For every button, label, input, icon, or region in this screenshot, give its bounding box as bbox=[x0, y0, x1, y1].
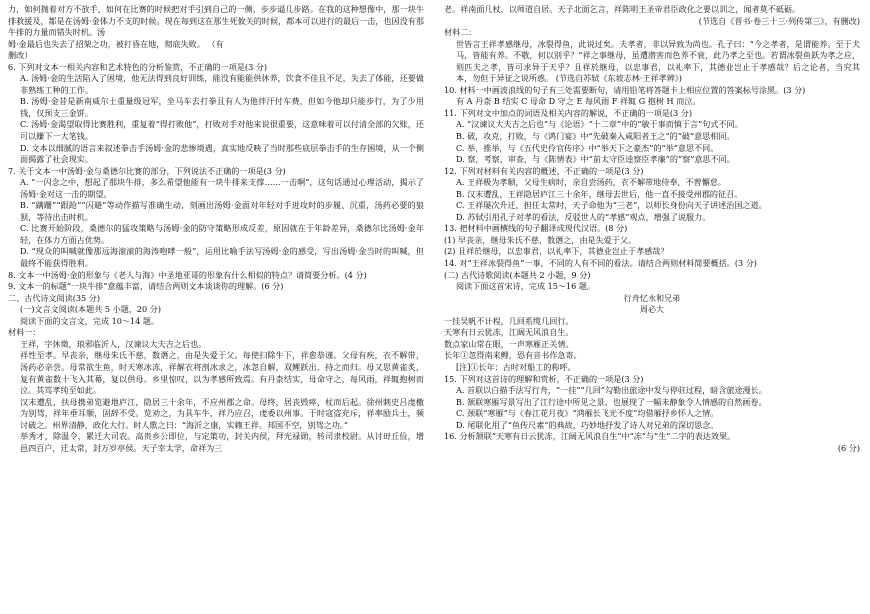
right-line: 周必大 bbox=[639, 304, 665, 315]
right-line: 世皆言王祥孝感继母，冰裂得鱼，此说过矣。夫孝者，非以异致为尚也。孔子曰：“今之孝者，是谓能养。至于犬马，皆能有养。不敬，何以别乎？”祥之事继母，虽遭潜害而色养不衰，此乃孝之至也。若谓冰裂鱼跃为孝之应，则匹夫之孝，皆可求异于天乎？且祥於继母，以忠事君，以礼率下，其德业岂止于孝感哉？后之论者，当究其本，勿但于异征之说所惑。 (节选自苏轼《东坡志林·王祥孝辨》) bbox=[456, 38, 860, 84]
left-line: D. 文本以细腻的语言来叙述拳击手汤姆·金的悲惨境遇，真实地反映了当时那些底层拳击手的生存困境，从一个侧面揭露了社会现实。 bbox=[20, 142, 424, 165]
left-line: C. 比赛开始阶段，桑德尔的猛攻策略与汤姆·金的防守策略形成反差，原因就在于年龄差异，桑德尔比汤姆·金年轻，在体力方面占优势。 bbox=[20, 223, 424, 245]
right-line: [注]①长年：古时对船工的称呼。 bbox=[456, 361, 576, 372]
right-line: 10. 材料一中画波浪线的句子有三处需要断句，请用铅笔将答题卡上相应位置的答案标号涂黑。(3 分) bbox=[444, 84, 806, 95]
right-line: (2) 且祥於继母，以忠事君，以礼率下，其德业岂止于孝感哉？ bbox=[444, 246, 669, 257]
left-line: 8. 文本一中汤姆·金的形象与《老人与海》中圣地亚哥的形象有什么相似的特点？请简要分析。(4 分) bbox=[8, 269, 367, 280]
right-line: A. “汉谏议大夫吉之后也”与《论语》“十二章”中的“敏于事而慎于言”句式不同。 bbox=[456, 119, 743, 130]
right-line: 一挂吴帆不计程，几回系缆几回行。 bbox=[444, 315, 574, 326]
left-line: 力，如何抛着对方不放手，如何在比赛的时候把对手引到自己的一侧，步步逼几步路。在我的这种想像中，那一块牛排救援及，都是在汤姆·金体力不支的时候。现在每到这在那生死攸关的时候，都本可以进行的最后一击，也因没有那牛排的力量而错失时机。汤 bbox=[8, 4, 424, 38]
left-line: 姆·金最后也失去了招架之功，被打昏在地，彻底失败。 （有 bbox=[8, 38, 224, 49]
left-line: 祥性至孝。早丧亲，继母朱氏不慈，数谮之，由是失爱于父。每使扫除牛下，祥愈恭谨。父母有疾，衣不解带，汤药必亲尝。母常欲生鱼，时天寒冰冻，祥解衣将剖冰求之，冰忽自解，双鲤跃出，持之而归。母又思黄雀炙，复有黄雀数十飞入其幕，复以供母。乡里惊叹，以为孝感所致焉。有丹柰结实，母命守之，每风雨，祥辄抱树而泣。其笃孝纯至如此。 bbox=[20, 350, 424, 396]
right-line: C. 举，推举，与《五代史伶官传序》中“举天下之豪杰”的“举”意思不同。 bbox=[456, 142, 719, 153]
left-line: 汉末遭乱，扶母携弟览避地庐江，隐居三十余年，不应州郡之命。母终，居丧毁瘁，杖而后起。徐州刺史吕虔檄为别驾，祥年垂耳顺，固辞不受。览劝之，为具车牛，祥乃应召，虔委以州事。于时寇盗充斥，祥率励兵士，频讨破之。州界清静，政化大行。时人歌之曰：“海沂之康，实赖王祥。邦国不空，别驾之功。” bbox=[20, 396, 424, 430]
left-line: B. 汤姆·金昔是新南威尔士重量级冠军，坐马车去打拳且有人为他拌汗付车费，但如今他却只能步行，为了少用钱，仅预支三金饼。 bbox=[20, 96, 424, 118]
right-line: 材料二： bbox=[444, 27, 477, 38]
right-line: 长年①忽得南来鲤，恐有音书作急寄。 bbox=[444, 350, 582, 361]
right-line: 15. 下列对这首诗的理解和赏析，不正确的一项是(3 分) bbox=[444, 373, 644, 384]
right-line: B. 破，攻克，打败，与《鸿门宴》中“先破秦入咸阳者王之”的“破”意思相同。 bbox=[456, 131, 735, 142]
left-line: B. “蹒跚”“跟跄”“闪避”等动作描写准确生动，刻画出汤姆·金面对年轻对手进攻时的步履、沉重，汤药必要的狼狈，等待出击时机。 bbox=[20, 200, 424, 222]
right-line: 数点家山常在眼，一声寒雁正关情。 bbox=[444, 338, 574, 349]
right-line: 有 A 丹柰 B 结实 C 母命 D 守之 E 每风雨 F 祥辄 G 抱树 H 而泣。 bbox=[456, 96, 701, 107]
right-line: 11. 下列对文中加点的词语及相关内容的解说，不正确的一项是(3 分) bbox=[444, 107, 693, 118]
left-line: (一)文言文阅读(本题共 5 小题，20 分) bbox=[20, 304, 162, 315]
right-line: 12. 下列对材料有关内容的概述，不正确的一项是(3 分) bbox=[444, 165, 644, 176]
right-column bbox=[444, 4, 860, 454]
right-line: (二) 古代诗歌阅读(本题共 2 小题，9 分) bbox=[444, 269, 591, 280]
left-line: 9. 文本一的标题“一块牛排”意蕴丰富，请结合两则文本谈谈你的理解。(6 分) bbox=[8, 281, 284, 292]
right-line: (6 分) bbox=[837, 442, 860, 453]
right-line: B. 汉末遭乱，王祥隐居庐江三十余年，继母去世后，他一直不接受州郡的征召。 bbox=[456, 188, 743, 199]
right-line: D. 尾联化用了“鱼传尺素”的典故，巧妙地抒发了诗人对兄弟的深切思念。 bbox=[456, 419, 719, 430]
right-line: C. 王祥屡次升迁，担任太常时，天子命他为“三老”，以师长身份向天子讲述治国之道。 bbox=[456, 200, 767, 211]
right-line: 老。祥南面几杖，以师道自居。天子北面乞言，祥陈明王圣帝君臣政化之要以训之，闻者莫不砥砺。 bbox=[444, 4, 801, 14]
left-line: 删改） bbox=[8, 50, 33, 61]
left-line: A. “一闪念之中，想起了那块牛排，多么希望他能有一块牛排来支撑……一击啊”，这句话通过心理活动，揭示了汤姆·金对这一击的期望。 bbox=[20, 177, 424, 199]
left-line: 6. 下列对文本一相关内容和艺术特色的分析鉴赏，不正确的一项是(3 分) bbox=[8, 61, 268, 72]
left-line: 材料一： bbox=[8, 327, 41, 338]
left-line: 7. 关于文本一中汤姆·金与桑德尔比赛的部分，下列说法不正确的一项是(3 分) bbox=[8, 165, 286, 176]
right-line: A. 王祥极为孝顺，父母生病时，亲自尝汤药，衣不解带地侍奉，不曾懈怠。 bbox=[456, 177, 726, 188]
right-line: B. 颔联寒雁写景写出了江行途中所见之景，也展现了一幅未静象令人情感的自然画卷。 bbox=[456, 396, 767, 407]
right-line: (节选自《晋书·卷三十三·列传第三》，有删改) bbox=[698, 15, 860, 26]
left-line: A. 汤姆·金的生活陷入了困境，他无法得到良好训练，能没有能能供休养，饮食不佳且不足，失去了体能，还要做非熟练工种的工作。 bbox=[20, 73, 424, 95]
right-line: 13. 把材料中画横线的句子翻译成现代汉语。(8 分) bbox=[444, 223, 628, 234]
left-line: 阅读下面的文言文，完成 10～14 题。 bbox=[20, 315, 160, 326]
right-line: D. 察，考察，审查，与《陈情表》中“前太守臣逵察臣孝廉”的“察”意思不同。 bbox=[456, 154, 735, 165]
right-line: D. 苏轼引用孔子对孝的看法，反驳世人的“孝感”观点，增强了说服力。 bbox=[456, 211, 711, 222]
left-column bbox=[8, 4, 424, 454]
right-line: A. 首联以白描手法写行舟，“一挂”“几回”勾勒出旅途中发与停驻过程，暗含旅途漫长。 bbox=[456, 385, 767, 396]
right-line: 阅读下面这首宋诗，完成 15～16 题。 bbox=[456, 281, 596, 292]
right-line: C. 颈联“寒雁”与《春江花月夜》“鸿雁长飞光不度”均借雁抒乡怀人之情。 bbox=[456, 408, 719, 419]
left-line: C. 汤姆·金渴望取得比赛胜利，重复着“得打败他”，打败对手对他来说很重要，这意味着可以付清全部的欠账，还可以赚下一大笔钱。 bbox=[20, 119, 424, 142]
right-line: (1) 早丧亲，继母朱氏不慈，数谮之，由是失爱于父。 bbox=[444, 234, 637, 245]
right-line: 行舟忆永和兄弟 bbox=[623, 292, 681, 303]
left-line: D. “现众的叫喊就像那远海滚滚的海涛咆哮一般”，运用比喻手法写汤姆·金的感受，写出汤姆·金当时的叫喊，但最终不能获得胜利。 bbox=[20, 246, 424, 269]
left-line: 举秀才，除温令，累迁大司农。高贵乡公即位，与定策功，封关内侯，拜光禄勋，转司隶校尉。从讨毌丘俭，增邑四百户，迁太常，封万岁亭侯。天子幸太学，命祥为三 bbox=[20, 431, 424, 453]
left-line: 王祥，字休徵，琅邪临沂人，汉谏议大夫吉之后也。 bbox=[20, 338, 207, 349]
left-line: 二、古代诗文阅读(35 分) bbox=[8, 292, 101, 303]
right-line: 天寒有日云犹冻，江阔无风浪自生。 bbox=[444, 327, 574, 338]
right-line: 16. 分析颔联“天寒有日云犹冻，江阔无风浪自生”中“冻”与“生”二字的表达效果。 bbox=[444, 431, 736, 442]
right-line: 14. 对“王祥冰裂得鱼”一事，不同的人有不同的看法。请结合两则材料简要概括。(3 分) bbox=[444, 258, 757, 269]
